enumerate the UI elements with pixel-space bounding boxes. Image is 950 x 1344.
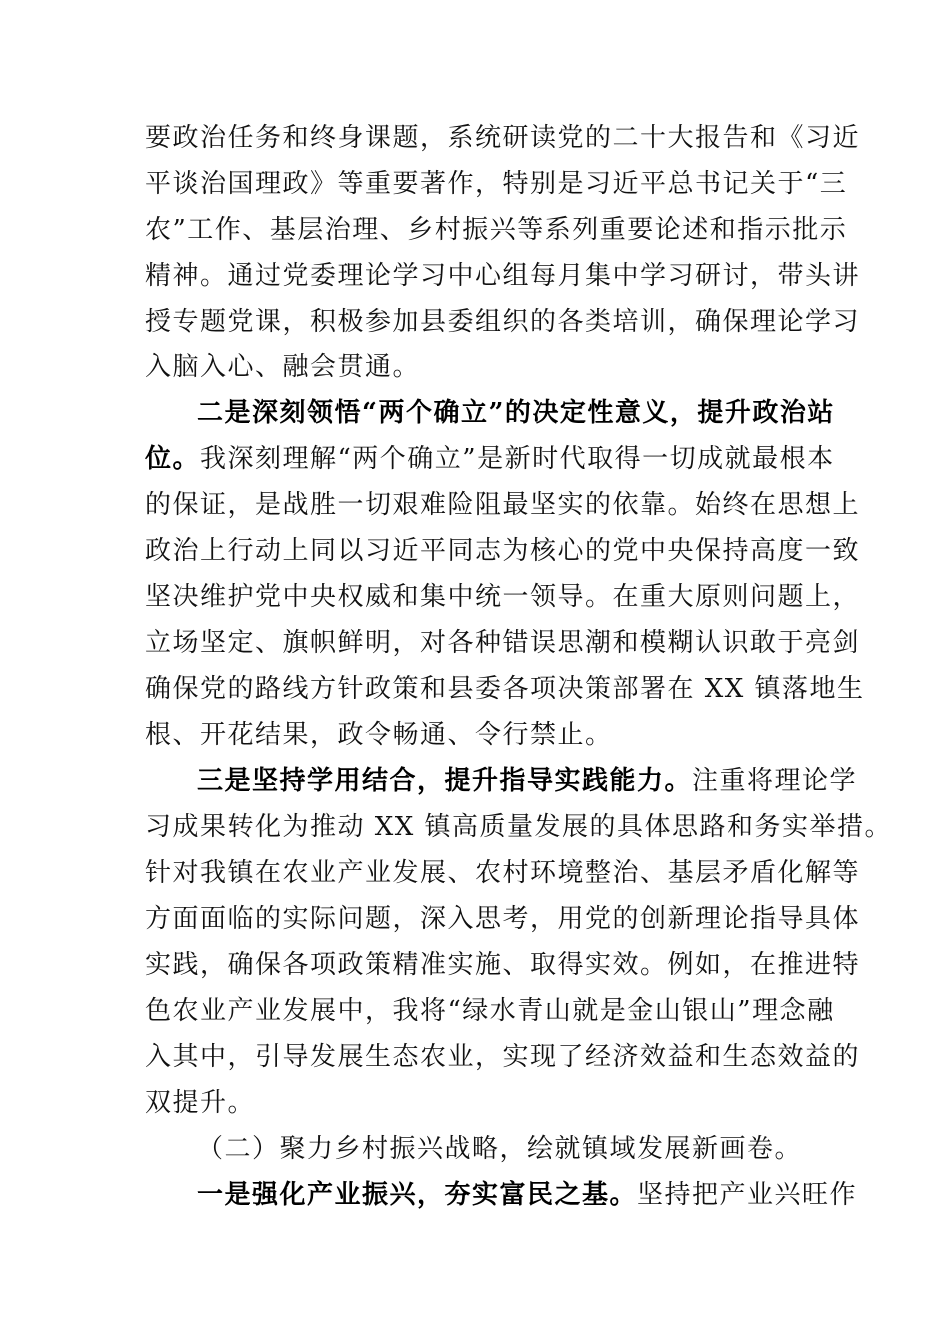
text-line: 确保党的路线方针政策和县委各项决策部署在 XX 镇落地生 bbox=[145, 674, 865, 704]
paragraph-text: 坚持把产业兴旺作 bbox=[637, 1180, 858, 1210]
text-line bbox=[197, 1180, 857, 1210]
text-line: 入脑入心、融会贯通。 bbox=[145, 352, 421, 382]
paragraph-heading: 二是深刻领悟“两个确立”的决定性意义，提升政治站 bbox=[197, 398, 835, 428]
text-line: 实践，确保各项政策精准实施、取得实效。例如，在推进特 bbox=[145, 950, 861, 980]
text-line: 要政治任务和终身课题，系统研读党的二十大报告和《习近 bbox=[145, 123, 861, 153]
text-line: 坚决维护党中央权威和集中统一领导。在重大原则问题上， bbox=[145, 582, 861, 612]
text-line: 双提升。 bbox=[145, 1088, 256, 1118]
text-line: 授专题党课，积极参加县委组织的各类培训，确保理论学习 bbox=[145, 307, 861, 337]
text-line: 针对我镇在农业产业发展、农村环境整治、基层矛盾化解等 bbox=[145, 858, 861, 888]
text-line: 入其中，引导发展生态农业，实现了经济效益和生态效益的 bbox=[145, 1042, 861, 1072]
text-line: 色农业产业发展中，我将“绿水青山就是金山银山”理念融 bbox=[145, 996, 835, 1026]
text-line bbox=[197, 766, 857, 796]
text-line: 习成果转化为推动 XX 镇高质量发展的具体思路和务实举措。 bbox=[145, 812, 893, 842]
paragraph-text: 我深刻理解“两个确立”是新时代取得一切成就最根本 bbox=[200, 444, 835, 474]
paragraph-heading-cont: 位。 bbox=[145, 444, 201, 474]
text-line: 农”工作、基层治理、乡村振兴等系列重要论述和指示批示 bbox=[145, 215, 848, 245]
text-line: 根、开花结果，政令畅通、令行禁止。 bbox=[145, 720, 613, 750]
section-heading: （二）聚力乡村振兴战略，绘就镇域发展新画卷。 bbox=[197, 1134, 803, 1164]
text-line: 方面面临的实际问题，深入思考，用党的创新理论指导具体 bbox=[145, 904, 861, 934]
text-line: 平谈治国理政》等重要著作，特别是习近平总书记关于“三 bbox=[145, 169, 848, 199]
paragraph-text: 注重将理论学 bbox=[692, 766, 858, 796]
text-line bbox=[145, 444, 835, 474]
text-line: 精神。通过党委理论学习中心组每月集中学习研讨，带头讲 bbox=[145, 261, 861, 291]
paragraph-heading: 三是坚持学用结合，提升指导实践能力。 bbox=[197, 766, 693, 796]
text-line: 立场坚定、旗帜鲜明，对各种错误思潮和模糊认识敢于亮剑 bbox=[145, 628, 861, 658]
text-line: 的保证，是战胜一切艰难险阻最坚实的依靠。始终在思想上 bbox=[145, 490, 861, 520]
text-line: 政治上行动上同以习近平同志为核心的党中央保持高度一致 bbox=[145, 536, 861, 566]
paragraph-heading: 一是强化产业振兴，夯实富民之基。 bbox=[197, 1180, 638, 1210]
